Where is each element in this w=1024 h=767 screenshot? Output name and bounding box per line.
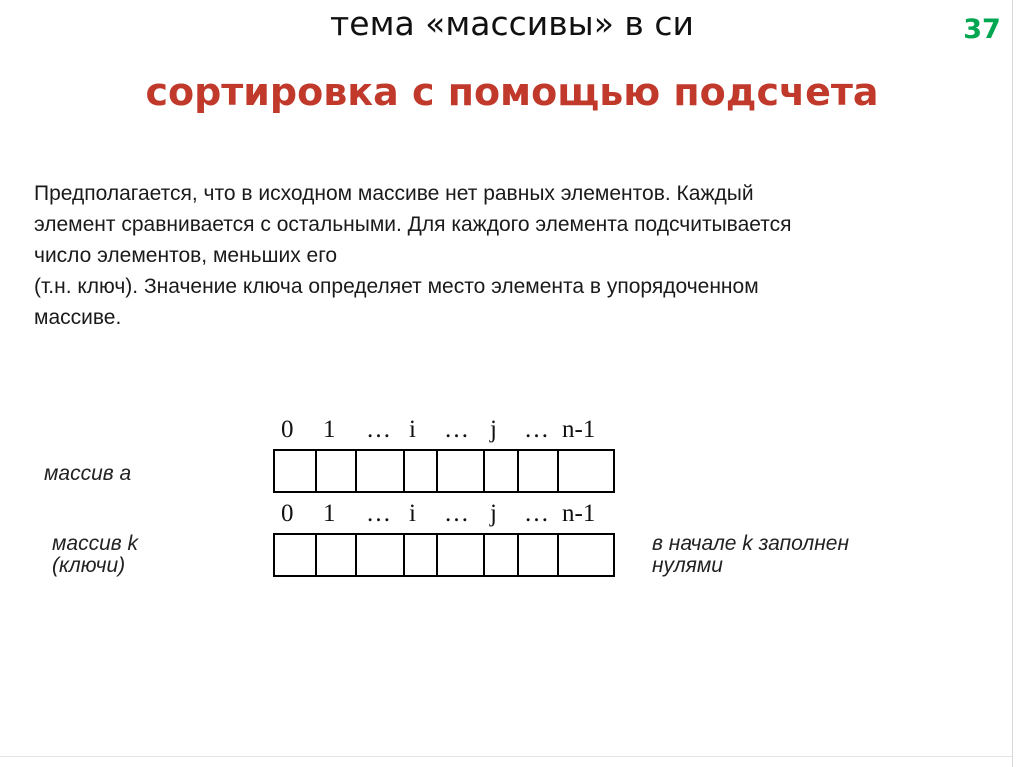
description-line: число элементов, меньших его — [34, 244, 338, 267]
description-line: элемент сравнивается с остальными. Для каждого элемента подсчитывается — [34, 213, 792, 236]
array-k-cells — [273, 533, 615, 577]
array-cell — [485, 535, 519, 575]
array-cell — [275, 535, 317, 575]
index-label: 1 — [323, 416, 336, 443]
array-cell — [405, 535, 438, 575]
array-cell — [559, 535, 615, 575]
index-label: j — [490, 500, 497, 527]
array-cell — [438, 535, 485, 575]
array-cell — [405, 451, 438, 491]
array-cell — [357, 535, 405, 575]
index-label: n-1 — [562, 416, 596, 443]
slide-number: 37 — [963, 14, 1001, 45]
index-label: … — [444, 500, 469, 527]
array-a-cells — [273, 449, 615, 493]
description-paragraph — [34, 178, 994, 333]
topic-heading: тема «массивы» в си — [330, 4, 694, 43]
slide-edge-bottom — [0, 756, 1012, 757]
array-cell — [519, 535, 559, 575]
index-label: j — [490, 416, 497, 443]
array-a-label: массив a — [44, 462, 132, 485]
array-k-label-line: (ключи) — [52, 554, 126, 577]
array-cell — [317, 451, 357, 491]
array-cell — [559, 451, 615, 491]
array-k-note-line: в начале k заполнен — [652, 532, 850, 555]
array-cell — [438, 451, 485, 491]
array-k-indices — [272, 500, 622, 530]
description-line: (т.н. ключ). Значение ключа определяет место элемента в упорядоченном — [34, 275, 759, 298]
slide-edge-right — [1012, 0, 1013, 767]
array-k-note-line: нулями — [652, 554, 723, 577]
index-label: i — [409, 416, 416, 443]
array-cell — [357, 451, 405, 491]
index-label: 0 — [281, 416, 294, 443]
index-label: n-1 — [562, 500, 596, 527]
array-a-indices — [272, 416, 622, 446]
description-line: массиве. — [34, 306, 122, 329]
index-label: i — [409, 500, 416, 527]
index-label: … — [366, 416, 391, 443]
description-line: Предполагается, что в исходном массиве нет равных элементов. Каждый — [34, 182, 754, 205]
array-cell — [275, 451, 317, 491]
array-k-label — [52, 533, 138, 577]
index-label: 1 — [323, 500, 336, 527]
slide-title: сортировка с помощью подсчета — [145, 70, 879, 114]
array-k-note — [652, 533, 849, 577]
array-cell — [317, 535, 357, 575]
index-label: 0 — [281, 500, 294, 527]
index-label: … — [444, 416, 469, 443]
index-label: … — [524, 500, 549, 527]
index-label: … — [524, 416, 549, 443]
index-label: … — [366, 500, 391, 527]
array-k-label-line: массив k — [52, 532, 139, 555]
array-cell — [519, 451, 559, 491]
array-cell — [485, 451, 519, 491]
